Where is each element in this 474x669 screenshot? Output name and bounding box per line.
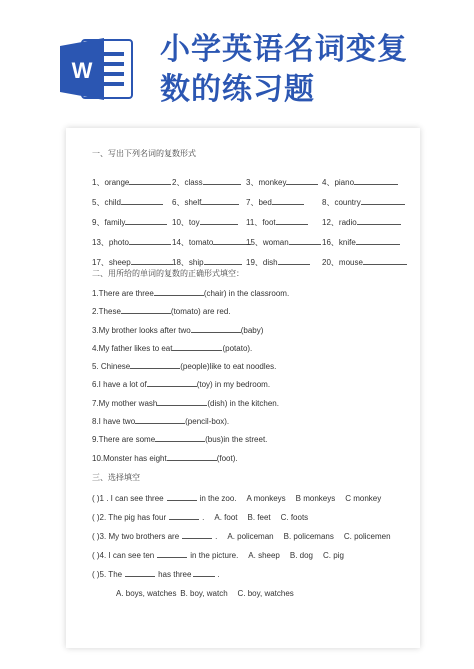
answer-blank[interactable]: [131, 255, 173, 265]
fill-sentence: [92, 450, 412, 468]
item-word: woman: [262, 238, 289, 247]
plural-item: [322, 213, 392, 233]
fill-sentence: [92, 303, 412, 321]
plural-item: [92, 173, 172, 193]
plural-row: [92, 173, 412, 193]
section-3-title: 三、选择填空: [92, 472, 140, 482]
sentence-end: (potato).: [222, 343, 253, 353]
section-1-rows: [92, 173, 412, 273]
sentence-end: (baby): [240, 325, 264, 335]
fill-sentence: [92, 358, 412, 376]
plural-item: [246, 213, 322, 233]
answer-blank[interactable]: [276, 215, 308, 225]
item-number: 1、: [92, 178, 105, 187]
item-word: toy: [188, 218, 200, 227]
plural-item: [246, 253, 322, 273]
item-number: 2、: [172, 178, 185, 187]
question-end: has three: [158, 569, 192, 579]
question-start: ( )5. The: [92, 569, 123, 579]
question-start: ( )3. My two brothers are: [92, 531, 180, 541]
plural-item: [92, 193, 172, 213]
question-end: in the zoo.: [199, 493, 237, 503]
page-title: [160, 30, 408, 110]
option: C. pig: [323, 550, 344, 560]
option: C. policemen: [343, 531, 391, 541]
plural-item: [172, 233, 246, 253]
option: A monkeys: [246, 493, 286, 503]
word-icon: [60, 36, 136, 102]
item-number: 14、: [172, 238, 189, 247]
item-word: piano: [334, 178, 355, 187]
item-word: orange: [104, 178, 130, 187]
question-tail: .: [217, 569, 220, 579]
sentence-start: 6.I have a lot of: [92, 380, 147, 390]
plural-item: [246, 173, 322, 193]
option: C monkey: [345, 493, 382, 503]
plural-row: [92, 193, 412, 213]
answer-blank[interactable]: [201, 195, 239, 205]
answer-blank[interactable]: [129, 235, 171, 245]
item-number: 9、: [92, 218, 105, 227]
item-word: mouse: [338, 258, 363, 267]
item-number: 3、: [246, 178, 259, 187]
plural-row: [92, 233, 412, 253]
answer-blank[interactable]: [147, 377, 197, 387]
section-3-items: [92, 489, 412, 584]
sentence-end: (toy) in my bedroom.: [196, 380, 271, 390]
answer-blank[interactable]: [363, 255, 407, 265]
answer-blank[interactable]: [167, 451, 217, 461]
item-word: country: [334, 198, 361, 207]
question-end: .: [202, 512, 205, 522]
item-number: 8、: [322, 198, 335, 207]
fill-sentence: [92, 413, 412, 431]
option: C. boy, watches: [237, 588, 294, 598]
fill-sentence: [92, 322, 412, 340]
answer-blank[interactable]: [169, 510, 199, 520]
option: A. sheep: [248, 550, 280, 560]
item-number: 7、: [246, 198, 259, 207]
plural-item: [172, 213, 246, 233]
answer-blank[interactable]: [154, 286, 204, 296]
fill-sentence: [92, 285, 412, 303]
item-number: 18、: [172, 258, 189, 267]
plural-item: [172, 193, 246, 213]
answer-blank[interactable]: [155, 432, 205, 442]
item-word: shelf: [184, 198, 202, 207]
item-word: ship: [188, 258, 204, 267]
item-word: tomato: [188, 238, 214, 247]
answer-blank[interactable]: [193, 567, 215, 577]
question-start: ( )1 . I can see three: [92, 493, 164, 503]
sentence-end: (bus)in the street.: [205, 435, 268, 445]
choice-question: [92, 508, 412, 527]
plural-item: [92, 213, 172, 233]
plural-item: [246, 233, 322, 253]
header: [0, 0, 474, 118]
item-word: knife: [338, 238, 356, 247]
item-number: 16、: [322, 238, 339, 247]
choice-question: [92, 489, 412, 508]
section-2-title: 二、用所给的单词的复数的正确形式填空：: [92, 269, 244, 278]
plural-item: [322, 253, 392, 273]
item-number: 5、: [92, 198, 105, 207]
choice-question: [92, 546, 412, 565]
answer-blank[interactable]: [278, 255, 310, 265]
option: C. foots: [280, 512, 309, 522]
plural-row: [92, 213, 412, 233]
answer-blank[interactable]: [135, 414, 185, 424]
item-word: child: [104, 198, 121, 207]
choice-question: [92, 527, 412, 546]
sentence-start: 9.There are some: [92, 435, 156, 445]
sentence-end: (foot).: [216, 453, 238, 463]
sentence-start: 5. Chinese: [92, 362, 131, 372]
item-word: sheep: [108, 258, 131, 267]
item-number: 13、: [92, 238, 109, 247]
plural-item: [92, 233, 172, 253]
answer-blank[interactable]: [167, 491, 197, 501]
option: B monkeys: [295, 493, 336, 503]
answer-blank[interactable]: [357, 215, 401, 225]
answer-blank[interactable]: [203, 175, 241, 185]
answer-blank[interactable]: [125, 567, 155, 577]
mc-last-options: [92, 584, 412, 603]
item-number: 15、: [246, 238, 263, 247]
svg-text:W: W: [71, 58, 93, 83]
option: B. policemans: [283, 531, 334, 541]
section-1-title: 一、写出下列名词的复数形式: [92, 149, 196, 158]
sentence-end: (tomato) are red.: [170, 307, 231, 317]
option: B. boy, watch: [180, 588, 228, 598]
sentence-end: (chair) in the classroom.: [203, 289, 290, 298]
item-word: foot: [262, 218, 276, 227]
sentence-start: 2.These: [92, 307, 121, 317]
item-word: photo: [108, 238, 129, 247]
sentence-start: 8.I have two: [92, 417, 136, 427]
fill-sentence: [92, 431, 412, 449]
option: A. boys, watches: [116, 588, 177, 598]
answer-blank[interactable]: [125, 215, 167, 225]
answer-blank[interactable]: [289, 235, 321, 245]
answer-blank[interactable]: [204, 255, 242, 265]
item-number: 12、: [322, 218, 339, 227]
fill-sentence: [92, 376, 412, 394]
answer-blank[interactable]: [172, 341, 222, 351]
item-number: 4、: [322, 178, 335, 187]
item-number: 11、: [246, 218, 263, 227]
sentence-start: 4.My father likes to eat: [92, 343, 173, 353]
answer-blank[interactable]: [354, 175, 398, 185]
sentence-start: 7.My mother wash: [92, 398, 158, 408]
item-word: monkey: [258, 178, 287, 187]
option: A. foot: [214, 512, 238, 522]
question-start: ( )4. I can see ten: [92, 550, 155, 560]
answer-blank[interactable]: [121, 195, 163, 205]
plural-item: [322, 233, 392, 253]
answer-blank[interactable]: [129, 175, 171, 185]
sentence-end: (pencil-box).: [185, 417, 230, 427]
answer-blank[interactable]: [200, 215, 238, 225]
answer-blank[interactable]: [157, 548, 187, 558]
title-line-1: 小学英语名词变复: [160, 32, 408, 67]
answer-blank[interactable]: [157, 396, 207, 406]
question-start: ( )2. The pig has four: [92, 512, 167, 522]
plural-item: [322, 193, 392, 213]
sentence-end: (people)like to eat noodles.: [180, 362, 277, 372]
item-number: 10、: [172, 218, 189, 227]
plural-item: [172, 173, 246, 193]
answer-blank[interactable]: [130, 359, 180, 369]
answer-blank[interactable]: [121, 304, 171, 314]
sentence-start: 3.My brother looks after two: [92, 325, 191, 335]
item-number: 19、: [246, 258, 263, 267]
plural-item: [322, 173, 392, 193]
item-word: radio: [338, 218, 357, 227]
answer-blank[interactable]: [356, 235, 400, 245]
section-2-items: [92, 285, 412, 468]
answer-blank[interactable]: [191, 323, 241, 333]
choice-question: [92, 565, 412, 584]
answer-blank[interactable]: [361, 195, 405, 205]
sentence-start: 10.Monster has eight: [92, 453, 167, 463]
plural-item: [246, 193, 322, 213]
answer-blank[interactable]: [286, 175, 318, 185]
worksheet-content: [92, 145, 412, 603]
question-end: .: [215, 531, 218, 541]
question-end: in the picture.: [190, 550, 239, 560]
item-word: dish: [262, 258, 278, 267]
fill-sentence: [92, 395, 412, 413]
item-number: 17、: [92, 258, 109, 267]
answer-blank[interactable]: [272, 195, 304, 205]
option: B. feet: [247, 512, 271, 522]
answer-blank[interactable]: [182, 529, 212, 539]
option: A. policeman: [227, 531, 274, 541]
sentence-end: (dish) in the kitchen.: [207, 398, 279, 408]
item-number: 6、: [172, 198, 185, 207]
item-word: bed: [258, 198, 272, 207]
title-line-2: 数的练习题: [160, 72, 315, 107]
item-word: family: [104, 218, 126, 227]
sentence-start: 1.There are three: [92, 289, 154, 298]
option: B. dog: [289, 550, 314, 560]
item-word: class: [184, 178, 203, 187]
fill-sentence: [92, 340, 412, 358]
item-number: 20、: [322, 258, 339, 267]
